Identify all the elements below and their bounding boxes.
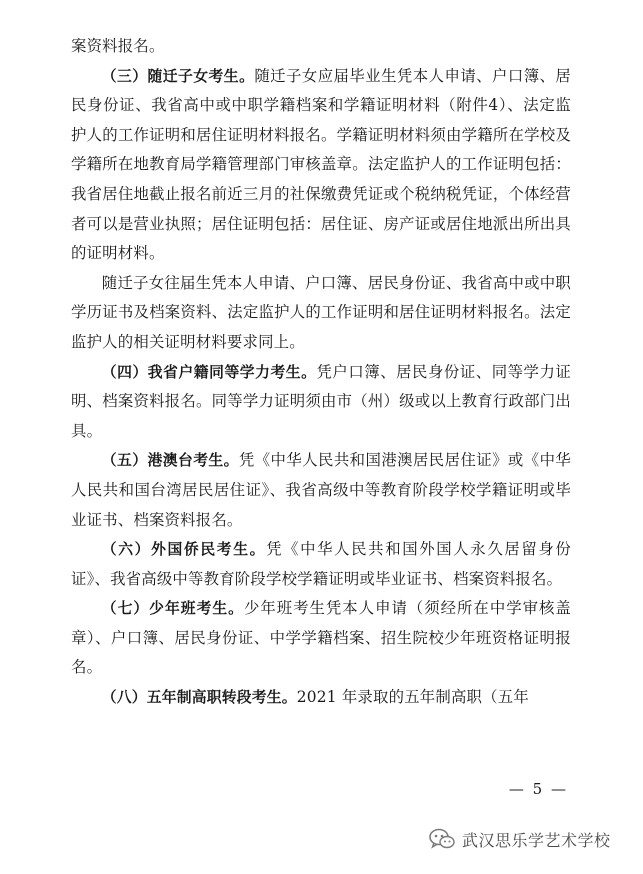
paragraph [71, 594, 571, 683]
watermark-text: 武汉思乐学艺术学校 [462, 830, 611, 850]
paragraph [71, 62, 571, 269]
document-body [71, 32, 571, 713]
paragraph [71, 683, 571, 713]
paragraph-heading: （三）随迁子女考生。 [101, 67, 255, 85]
paragraph-text: 凭《中华人民共和国外国人永久居留身份证》、我省高级中等教育阶段学校学籍证明或毕业证书、档案资料报名。 [71, 540, 571, 588]
paragraph-text: 凭《中华人民共和国港澳居民居住证》或《中华人民共和国台湾居民居住证》、我省高级中等教育阶段学校学籍证明或毕业证书、档案资料报名。 [71, 451, 571, 529]
paragraph-text: 随迁子女往届生凭本人申请、户口簿、居民身份证、我省高中或中职学历证书及档案资料、法定监护人的工作证明和居住证明材料报名。法定监护人的相关证明材料要求同上。 [71, 273, 571, 351]
paragraph-text: 少年班考生凭本人申请（须经所在中学审核盖章）、户口簿、居民身份证、中学学籍档案、招生院校少年班资格证明报名。 [71, 599, 571, 677]
paragraph [71, 446, 571, 535]
paragraph-text: 凭户口簿、居民身份证、同等学力证明、档案资料报名。同等学力证明须由市（州）级或以上教育行政部门出具。 [71, 362, 571, 440]
paragraph-heading: （六）外国侨民考生。 [101, 541, 267, 559]
paragraph-heading: （七）少年班考生。 [101, 600, 244, 618]
paragraph-heading: （四）我省户籍同等学力考生。 [101, 363, 317, 381]
paragraph-heading: （八）五年制高职转段考生。 [101, 689, 297, 707]
wechat-official-account-icon [428, 827, 456, 851]
paragraph [71, 535, 571, 594]
paragraph-heading: （五）港澳台考生。 [101, 452, 239, 470]
page-number: — 5 — [508, 780, 568, 798]
watermark [428, 826, 611, 852]
paragraph [71, 269, 571, 358]
paragraph [71, 358, 571, 447]
paragraph-text: 案资料报名。 [71, 37, 165, 55]
paragraph-text: 随迁子女应届毕业生凭本人申请、户口簿、居民身份证、我省高中或中职学籍档案和学籍证明材料（附件4）、法定监护人的工作证明和居住证明材料报名。学籍证明材料须由学籍所在学校及学籍所在地教育局学籍管理部门审核盖章。法定监护人的工作证明包括：我省居住地截止报名前近三月的社保缴费凭证或个税纳税凭证，个体经营者可以是营业执照；居住证明包括：居住证、房产证或居住地派出所出具的证明材料。 [71, 66, 571, 263]
paragraph-text: 2021 年录取的五年制高职（五年 [296, 688, 529, 707]
paragraph [71, 32, 571, 62]
